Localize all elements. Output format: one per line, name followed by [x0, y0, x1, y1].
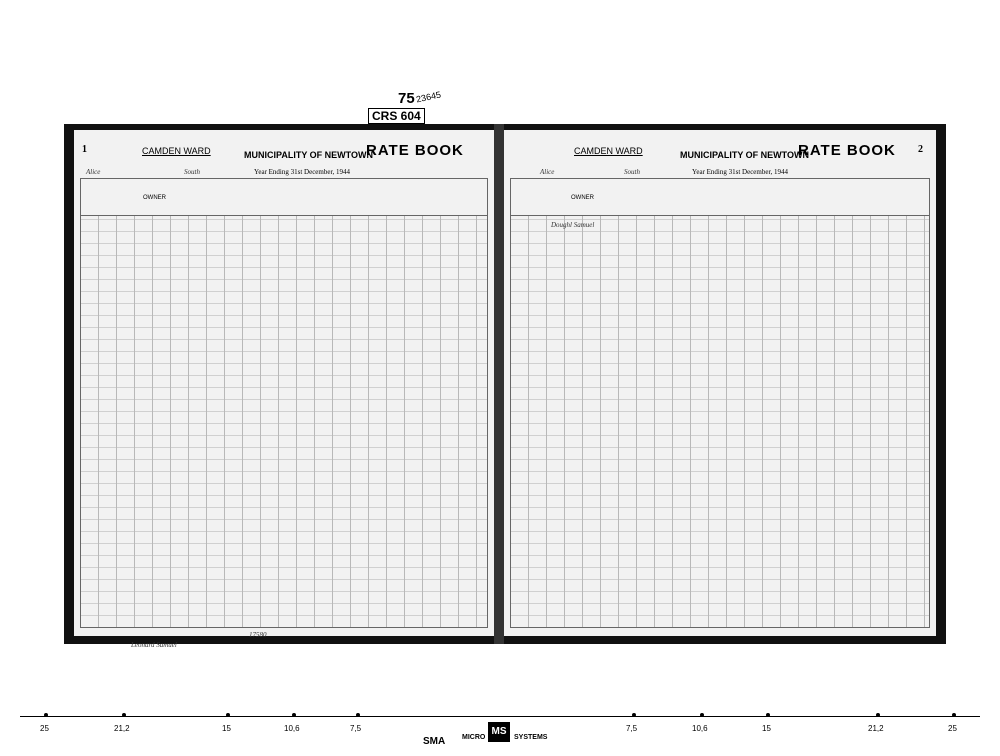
ruler-label: 15 — [222, 724, 231, 733]
footer-owner: Leonard Samuel — [131, 641, 177, 649]
ruler-label: 15 — [762, 724, 771, 733]
ruler-tick — [292, 713, 296, 717]
ruler-tick — [356, 713, 360, 717]
ruler-tick — [226, 713, 230, 717]
ruler-tick — [44, 713, 48, 717]
ruler-label: 10,6 — [692, 724, 708, 733]
ruler-tick — [766, 713, 770, 717]
microfilm-ruler — [0, 716, 1000, 756]
tag-number: 75 — [398, 90, 415, 107]
owner-column-header: OWNER — [571, 195, 594, 201]
ruler-tick — [952, 713, 956, 717]
left-page — [74, 130, 494, 649]
book-gutter — [494, 124, 504, 644]
ruler-label: 7,5 — [626, 724, 638, 733]
ruler-line — [20, 716, 980, 717]
year-ending: Year Ending 31st December, 1944 — [254, 168, 351, 176]
ledger-grid — [510, 178, 930, 628]
rate-book-spread — [64, 124, 946, 649]
ruler-label: 10,6 — [284, 724, 300, 733]
tag-code: CRS 604 — [368, 108, 425, 124]
page-number: 2 — [918, 144, 923, 155]
year-ending: Year Ending 31st December, 1944 — [692, 168, 789, 176]
tag-sub-number: 23645 — [415, 89, 442, 105]
column-total: 17580 — [249, 631, 267, 639]
ledger-grid — [80, 178, 488, 649]
right-page — [504, 130, 936, 636]
column-headers — [81, 179, 487, 216]
municipality-title: MUNICIPALITY OF NEWTOWN — [680, 150, 809, 160]
ruler-tick — [122, 713, 126, 717]
street-name: Alice — [540, 168, 555, 176]
municipality-title: MUNICIPALITY OF NEWTOWN — [244, 150, 373, 160]
ruler-label: 25 — [40, 724, 49, 733]
ms-logo-icon: MS — [488, 722, 510, 742]
ruler-label: 25 — [948, 724, 957, 733]
side-name: South — [624, 168, 640, 176]
brand-name: SMA — [423, 736, 446, 747]
owner-column-header: OWNER — [143, 195, 166, 201]
first-owner: Doughl Samuel — [551, 221, 595, 229]
ruler-label: 7,5 — [350, 724, 362, 733]
rate-book-title: RATE BOOK — [366, 142, 464, 159]
ruler-tick — [876, 713, 880, 717]
column-headers — [511, 179, 929, 216]
rate-book-title: RATE BOOK — [798, 142, 896, 159]
page-number: 1 — [82, 144, 87, 155]
ruler-label: 21,2 — [868, 724, 884, 733]
street-name: Alice — [86, 168, 101, 176]
ruler-tick — [700, 713, 704, 717]
systems-label: SYSTEMS — [514, 734, 548, 741]
ward-title: CAMDEN WARD — [574, 146, 643, 156]
ward-title: CAMDEN WARD — [142, 146, 211, 156]
side-name: South — [184, 168, 200, 176]
micro-label: MICRO — [462, 734, 486, 741]
ruler-tick — [632, 713, 636, 717]
ruler-label: 21,2 — [114, 724, 130, 733]
